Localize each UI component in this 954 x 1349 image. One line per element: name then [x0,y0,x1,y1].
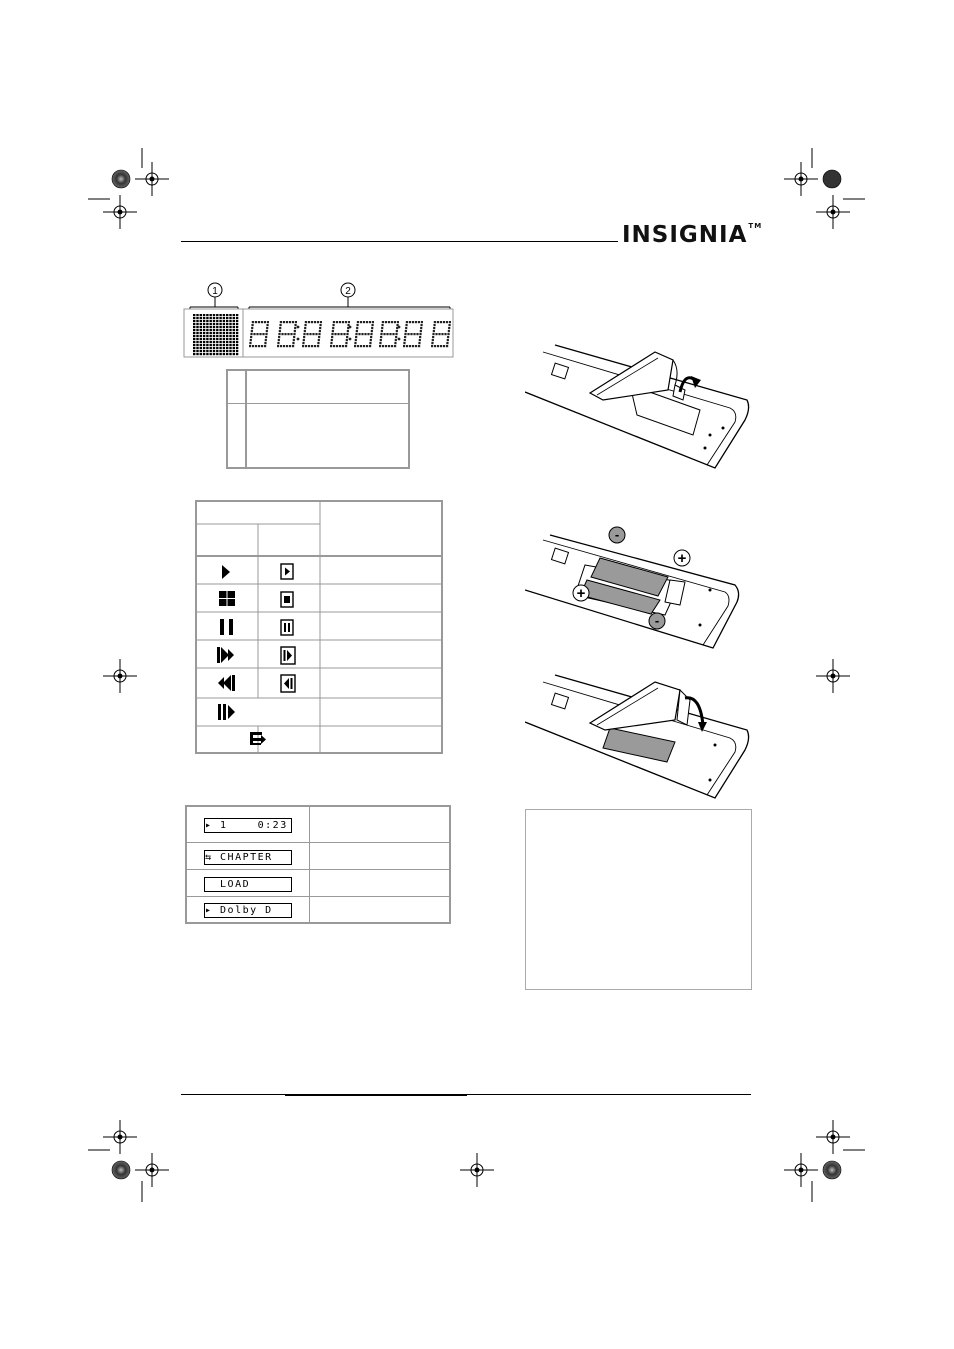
step-icon [218,704,235,720]
matrix-dot [229,314,231,316]
play-box-icon [281,564,293,579]
matrix-dot [219,329,221,331]
matrix-dot [206,326,208,328]
matrix-dot [219,335,221,337]
matrix-dot [210,314,212,316]
matrix-dot [196,317,198,319]
matrix-dot [206,320,208,322]
matrix-dot [210,323,212,325]
matrix-dot [193,353,195,355]
matrix-dot [219,326,221,328]
matrix-dot [193,320,195,322]
matrix-dot [203,317,205,319]
note-box [525,809,752,990]
matrix-dot [213,332,215,334]
matrix-dot [226,326,228,328]
battery-plus-sign: + [576,585,586,602]
matrix-dot [193,314,195,316]
matrix-dot [216,341,218,343]
matrix-dot [210,350,212,352]
matrix-dot [229,353,231,355]
matrix-dot [210,341,212,343]
fast-reverse-icon [218,675,235,691]
matrix-dot [216,332,218,334]
matrix-dot [233,353,235,355]
matrix-dot [213,338,215,340]
matrix-dot [233,329,235,331]
play-icon [222,565,230,579]
battery-minus-sign: - [614,527,620,542]
matrix-dot [236,335,238,337]
matrix-dot [226,338,228,340]
matrix-dot [210,347,212,349]
crosshair-mark [135,162,169,196]
matrix-dot [196,350,198,352]
matrix-dot [210,320,212,322]
matrix-dot [236,323,238,325]
matrix-dot [206,314,208,316]
pause-box-icon [281,620,293,635]
message-description [310,869,451,896]
matrix-dot [216,314,218,316]
matrix-dot [236,317,238,319]
stop-box-icon [281,592,293,607]
matrix-dot [229,317,231,319]
matrix-dot [193,326,195,328]
matrix-dot [233,335,235,337]
matrix-dot [206,338,208,340]
matrix-dot [236,329,238,331]
matrix-dot [236,353,238,355]
crosshair-mark [103,1120,137,1154]
matrix-dot [229,344,231,346]
legend-number [227,403,246,468]
lcd-message: ▸ 1 0:23 [204,818,292,833]
matrix-dot [233,332,235,334]
message-description [310,896,451,923]
matrix-dot [219,338,221,340]
matrix-dot [229,329,231,331]
crosshair-mark [816,195,850,229]
matrix-dot [193,338,195,340]
matrix-dot [236,338,238,340]
battery-minus-sign: - [654,613,660,628]
matrix-dot [196,320,198,322]
matrix-dot [200,335,202,337]
color-rosette [823,170,841,188]
crosshair-mark [784,1153,818,1187]
front-display-diagram [180,280,460,360]
matrix-dot [229,338,231,340]
matrix-dot [206,344,208,346]
message-description [310,842,451,869]
legend-description [246,370,409,403]
matrix-dot [200,326,202,328]
legend-number [227,370,246,403]
playback-icon-table [195,500,443,754]
matrix-dot [223,317,225,319]
matrix-dot [219,332,221,334]
matrix-dot [193,347,195,349]
matrix-dot [229,323,231,325]
matrix-dot [219,323,221,325]
table-row [186,869,450,896]
fast-reverse-box-icon [281,675,295,692]
matrix-dot [229,332,231,334]
matrix-dot [226,320,228,322]
remote-open-cover-illustration [525,340,750,470]
matrix-dot [200,338,202,340]
matrix-dot [206,335,208,337]
matrix-dot [223,326,225,328]
matrix-dot [236,320,238,322]
display-colon [349,326,352,329]
matrix-dot [216,347,218,349]
matrix-dot [229,335,231,337]
color-rosette [112,1161,130,1179]
matrix-dot [193,344,195,346]
remote-close-cover-illustration [525,670,750,800]
lcd-message: ▸ Dolby D [204,903,292,918]
matrix-dot [216,353,218,355]
matrix-dot [200,320,202,322]
matrix-dot [223,323,225,325]
matrix-dot [203,332,205,334]
matrix-dot [216,335,218,337]
matrix-dot [193,323,195,325]
matrix-dot [200,314,202,316]
matrix-dot [200,332,202,334]
matrix-dot [213,314,215,316]
matrix-dot [233,350,235,352]
fast-forward-icon [217,647,234,663]
matrix-dot [213,350,215,352]
matrix-dot [213,323,215,325]
matrix-dot [229,347,231,349]
table-row [186,896,450,923]
matrix-dot [206,317,208,319]
lcd-message: LOAD [204,877,292,892]
crosshair-mark [816,659,850,693]
stop-icon [219,591,235,606]
table-row [227,370,409,403]
matrix-dot [233,317,235,319]
matrix-dot [196,332,198,334]
matrix-dot [223,335,225,337]
matrix-dot [223,344,225,346]
matrix-dot [226,344,228,346]
display-colon [398,338,401,341]
matrix-dot [196,323,198,325]
matrix-dot [213,347,215,349]
matrix-dot [226,347,228,349]
matrix-dot [206,347,208,349]
matrix-dot [203,335,205,337]
matrix-dot [219,341,221,343]
matrix-dot [213,344,215,346]
repeat-icon [250,732,266,745]
matrix-dot [213,335,215,337]
matrix-dot [206,323,208,325]
display-colon [297,338,300,341]
matrix-dot [216,329,218,331]
lcd-message: ⇆ CHAPTER [204,850,292,865]
matrix-dot [193,341,195,343]
matrix-dot [236,332,238,334]
matrix-dot [200,347,202,349]
legend-description [246,403,409,468]
pause-icon [220,619,233,635]
matrix-dot [206,329,208,331]
color-rosette [823,1161,841,1179]
matrix-dot [213,320,215,322]
matrix-dot [210,329,212,331]
matrix-dot [210,344,212,346]
display-legend-table [226,369,410,469]
matrix-dot [203,329,205,331]
matrix-dot [219,350,221,352]
matrix-dot [196,344,198,346]
matrix-dot [216,344,218,346]
matrix-dot [223,341,225,343]
matrix-dot [203,350,205,352]
matrix-dot [200,353,202,355]
matrix-dot [196,341,198,343]
matrix-dot [223,329,225,331]
callout-1: 1 [212,286,218,297]
matrix-dot [196,326,198,328]
footer-rule-accent [285,1094,467,1096]
display-messages-table [185,805,451,924]
matrix-dot [203,347,205,349]
matrix-dot [193,332,195,334]
display-colon [349,338,352,341]
matrix-dot [219,314,221,316]
crosshair-mark [103,659,137,693]
color-rosette [112,170,130,188]
crosshair-mark [816,1120,850,1154]
matrix-dot [216,326,218,328]
header-rule [181,241,618,242]
crosshair-mark [460,1153,494,1187]
matrix-dot [233,323,235,325]
matrix-dot [233,344,235,346]
matrix-dot [223,338,225,340]
matrix-dot [226,332,228,334]
matrix-dot [216,350,218,352]
matrix-dot [229,326,231,328]
matrix-dot [210,332,212,334]
matrix-dot [216,338,218,340]
display-colon [398,326,401,329]
matrix-dot [233,347,235,349]
matrix-dot [219,317,221,319]
crosshair-mark [784,162,818,196]
remote-insert-batteries-illustration [525,520,750,650]
matrix-dot [200,341,202,343]
matrix-dot [226,341,228,343]
matrix-dot [193,335,195,337]
matrix-dot [203,344,205,346]
matrix-dot [200,317,202,319]
matrix-dot [236,347,238,349]
matrix-dot [229,350,231,352]
matrix-dot [226,329,228,331]
matrix-dot [206,350,208,352]
matrix-dot [223,350,225,352]
matrix-dot [219,353,221,355]
matrix-dot [213,329,215,331]
matrix-dot [213,326,215,328]
brand-logo [622,222,762,248]
matrix-dot [226,353,228,355]
matrix-dot [193,317,195,319]
message-description [310,806,451,842]
table-row [186,806,450,842]
matrix-dot [200,323,202,325]
matrix-dot [223,353,225,355]
matrix-dot [236,314,238,316]
matrix-dot [223,332,225,334]
matrix-dot [203,338,205,340]
matrix-dot [236,326,238,328]
matrix-dot [196,353,198,355]
matrix-dot [236,350,238,352]
matrix-dot [203,341,205,343]
matrix-dot [236,341,238,343]
table-row [227,403,409,468]
matrix-dot [206,332,208,334]
trademark: TM [748,222,763,230]
matrix-dot [196,335,198,337]
display-colon [297,326,300,329]
callout-2: 2 [345,286,351,297]
matrix-dot [226,335,228,337]
matrix-dot [196,338,198,340]
matrix-dot [226,314,228,316]
matrix-dot [223,314,225,316]
matrix-dot [226,317,228,319]
matrix-dot [216,323,218,325]
matrix-dot [206,353,208,355]
matrix-dot [193,329,195,331]
matrix-dot [200,344,202,346]
matrix-dot [223,347,225,349]
matrix-dot [200,329,202,331]
matrix-dot [203,323,205,325]
battery-plus-sign: + [677,550,687,567]
matrix-dot [206,341,208,343]
matrix-dot [233,338,235,340]
matrix-dot [226,323,228,325]
matrix-dot [233,314,235,316]
matrix-dot [203,326,205,328]
fast-forward-box-icon [281,647,295,664]
matrix-dot [223,320,225,322]
matrix-dot [210,338,212,340]
logo-text: INSIGNIA [622,222,748,248]
matrix-dot [213,317,215,319]
matrix-dot [210,353,212,355]
matrix-dot [203,314,205,316]
matrix-dot [233,320,235,322]
table-row [186,842,450,869]
matrix-dot [210,326,212,328]
matrix-dot [236,344,238,346]
matrix-dot [210,317,212,319]
matrix-dot [229,341,231,343]
crosshair-mark [103,195,137,229]
matrix-dot [219,344,221,346]
matrix-dot [213,341,215,343]
matrix-dot [216,317,218,319]
matrix-dot [226,350,228,352]
matrix-dot [216,320,218,322]
crosshair-mark [135,1153,169,1187]
matrix-dot [193,350,195,352]
matrix-dot [203,320,205,322]
matrix-dot [219,320,221,322]
matrix-dot [196,347,198,349]
matrix-dot [213,353,215,355]
matrix-dot [210,335,212,337]
matrix-dot [229,320,231,322]
matrix-dot [196,314,198,316]
matrix-dot [196,329,198,331]
matrix-dot [200,350,202,352]
matrix-dot [203,353,205,355]
matrix-dot [233,326,235,328]
matrix-dot [219,347,221,349]
matrix-dot [233,341,235,343]
